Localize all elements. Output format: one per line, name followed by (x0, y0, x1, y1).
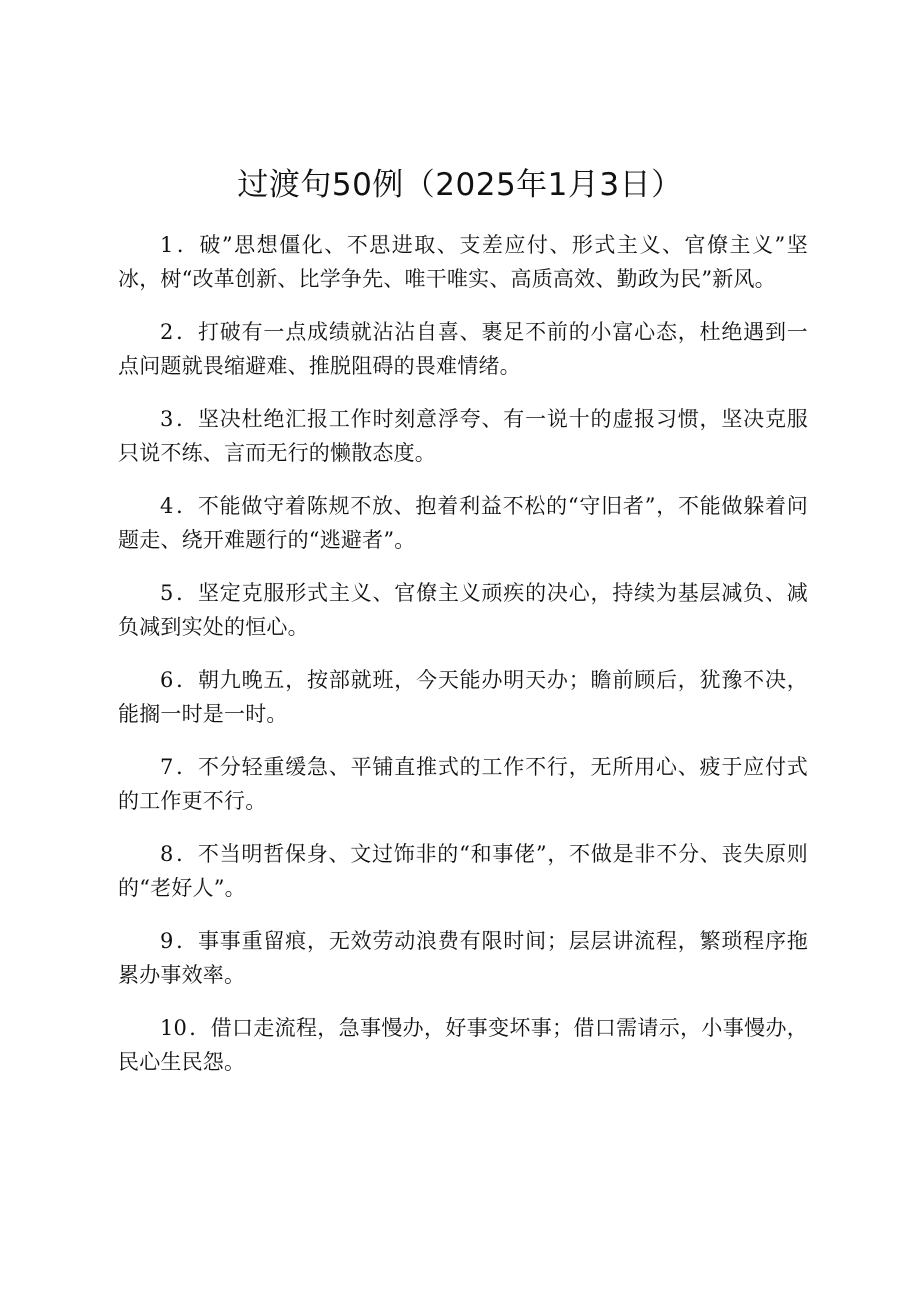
item-number: 2 (160, 320, 174, 344)
list-item (118, 837, 808, 905)
item-number: 6 (160, 668, 174, 692)
document-title: 过渡句50例（2025年1月3日） (237, 167, 683, 203)
list-item (118, 489, 808, 557)
list-item (118, 1011, 808, 1079)
item-text: ．不能做守着陈规不放、抱着利益不松的“守旧者”，不能做躲着问题走、绕开难题行的“逃避者”。 (118, 494, 808, 552)
item-text: ．不当明哲保身、文过饰非的“和事佬”，不做是非不分、丧失原则的“老好人”。 (118, 842, 808, 900)
item-text: ．坚决杜绝汇报工作时刻意浮夸、有一说十的虚报习惯，坚决克服只说不练、言而无行的懒散态度。 (118, 407, 808, 465)
list-item (118, 750, 808, 818)
item-text: ．破”思想僵化、不思进取、支差应付、形式主义、官僚主义”坚冰，树“改革创新、比学争先、唯干唯实、高质高效、勤政为民”新风。 (118, 233, 808, 291)
item-text: ．坚定克服形式主义、官僚主义顽疾的决心，持续为基层减负、减负减到实处的恒心。 (118, 581, 808, 639)
item-text: ．事事重留痕，无效劳动浪费有限时间；层层讲流程，繁琐程序拖累办事效率。 (118, 929, 808, 987)
item-number: 8 (160, 842, 174, 866)
sentence-list (118, 228, 808, 1098)
list-item (118, 576, 808, 644)
item-text: ．不分轻重缓急、平铺直推式的工作不行，无所用心、疲于应付式的工作更不行。 (118, 755, 808, 813)
item-number: 1 (160, 233, 174, 257)
list-item (118, 228, 808, 296)
list-item (118, 663, 808, 731)
item-number: 7 (160, 755, 174, 779)
item-number: 9 (160, 929, 174, 953)
list-item (118, 924, 808, 992)
list-item (118, 315, 808, 383)
list-item (118, 402, 808, 470)
item-text: ．借口走流程，急事慢办，好事变坏事；借口需请示，小事慢办，民心生民怨。 (118, 1016, 808, 1074)
item-number: 3 (160, 407, 174, 431)
item-text: ．打破有一点成绩就沾沾自喜、裹足不前的小富心态，杜绝遇到一点问题就畏缩避难、推脱阻碍的畏难情绪。 (118, 320, 808, 378)
item-number: 5 (160, 581, 174, 605)
item-number: 10 (160, 1016, 188, 1040)
item-number: 4 (160, 494, 174, 518)
item-text: ．朝九晚五，按部就班，今天能办明天办；瞻前顾后，犹豫不决，能搁一时是一时。 (118, 668, 808, 726)
